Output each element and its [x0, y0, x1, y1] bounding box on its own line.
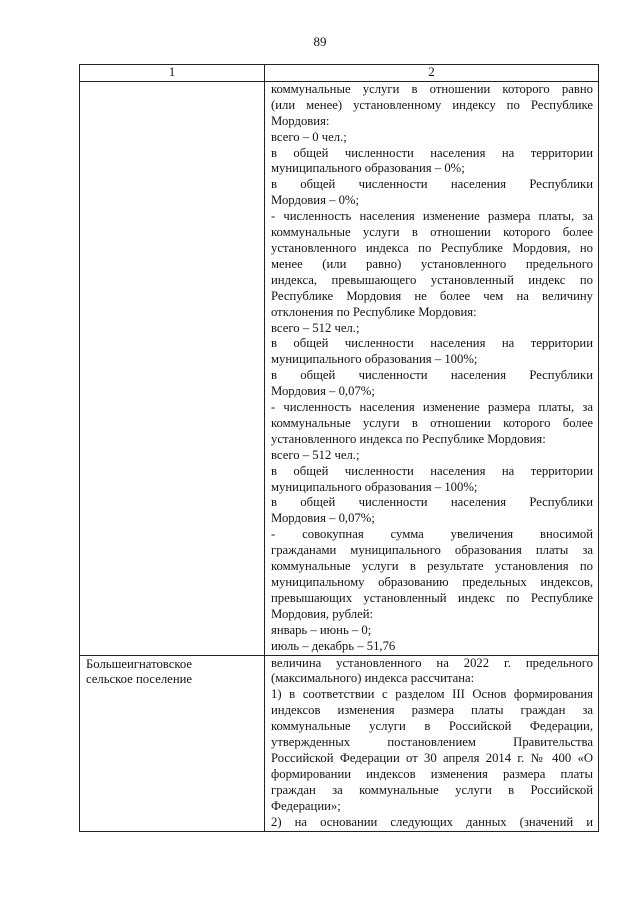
description-text-line: Мордовия:: [271, 113, 330, 128]
description-text-line: отклонения по Республике Мордовия:: [271, 304, 477, 319]
description-text-line: гражданами муниципального образования платы за: [271, 543, 593, 558]
description-text-line: Мордовия, рублей:: [271, 606, 374, 621]
municipality-name-line: сельское поселение: [86, 672, 193, 687]
description-text-line: - численность населения изменение размера платы, за: [271, 209, 593, 224]
description-text-line: муниципальному образованию предельных индексов,: [271, 575, 593, 589]
description-text-line: Мордовия – 0%;: [271, 193, 360, 208]
description-text-line: индексов изменения размера платы граждан за: [271, 703, 593, 718]
table-header-row: [80, 65, 599, 82]
description-text-line: Федерации»;: [271, 798, 341, 813]
description-text-line: величина установленного на 2022 г. предельного: [271, 655, 593, 670]
description-text-line: в общей численности населения Республики: [271, 495, 593, 510]
description-text-line: Российской Федерации от 30 апреля 2014 г. № 400 «О: [271, 750, 593, 765]
column-header-1: 1: [80, 65, 265, 82]
description-text-line: 1) в соответствии с разделом III Основ формирования: [271, 687, 593, 702]
description-text-line: утвержденных постановлением Правительства: [271, 735, 593, 750]
description-text-line: коммунальные услуги в отношении которого равно: [271, 81, 593, 96]
description-text-line: муниципального образования – 0%;: [271, 161, 465, 176]
description-text-line: коммунальные услуги в результате установления по: [271, 559, 593, 574]
page-number: 89: [313, 34, 327, 49]
municipality-name-line: Большеигнатовское: [86, 656, 192, 671]
description-text-line: в общей численности населения на территории: [271, 145, 593, 160]
column-header-2: 2: [265, 65, 599, 82]
description-text-line: Республике Мордовия не более чем на величину: [271, 288, 593, 303]
municipality-cell: [80, 655, 265, 831]
table-row: [80, 81, 599, 655]
description-text-line: в общей численности населения Республики: [271, 177, 593, 192]
description-text-line: превышающих установленный индекс по Республике: [271, 590, 593, 605]
description-text-line: коммунальные услуги в Российской Федерации,: [271, 719, 593, 734]
description-text-line: муниципального образования – 100%;: [271, 479, 478, 494]
description-text-line: (или менее) установленному индексу по Республике: [271, 97, 593, 112]
description-text-line: 2) на основании следующих данных (значений и: [271, 814, 593, 829]
description-text-line: - совокупная сумма увеличения вносимой: [271, 527, 593, 542]
description-text-line: всего – 512 чел.;: [271, 447, 360, 462]
description-text-line: июль – декабрь – 51,76: [271, 638, 396, 653]
table-row: [80, 655, 599, 831]
description-text-line: (максимального) индекса рассчитана:: [271, 671, 475, 686]
description-text-line: в общей численности населения Республики: [271, 368, 593, 383]
description-text-line: индекса, превышающего установленный индекс по: [271, 272, 593, 287]
description-text-line: установленного индекса по Республике Мордовия:: [271, 431, 546, 446]
description-text-line: формировании индексов изменения размера платы: [271, 766, 593, 781]
description-text-line: - численность населения изменение размера платы, за: [271, 400, 593, 415]
description-text-line: январь – июнь – 0;: [271, 622, 372, 637]
description-text-line: Мордовия – 0,07%;: [271, 384, 375, 399]
description-text-line: Мордовия – 0,07%;: [271, 511, 375, 526]
description-text-line: в общей численности населения на территории: [271, 463, 593, 478]
description-text-line: коммунальные услуги в отношении которого более: [271, 415, 593, 430]
municipality-cell: [80, 81, 265, 655]
description-text-line: всего – 512 чел.;: [271, 320, 360, 335]
description-text-line: в общей численности населения на территории: [271, 336, 593, 351]
description-text-line: муниципального образования – 100%;: [271, 352, 478, 367]
description-text-line: менее (или равно) установленного предельного: [271, 256, 593, 271]
description-text-line: установленного индекса по Республике Мордовия, но: [271, 240, 593, 255]
description-cell: [265, 655, 599, 831]
description-text-line: коммунальные услуги в отношении которого более: [271, 225, 593, 240]
description-text-line: всего – 0 чел.;: [271, 129, 347, 144]
description-cell: [265, 81, 599, 655]
description-text-line: граждан за коммунальные услуги в Российской: [271, 782, 593, 797]
document-table: [79, 64, 599, 832]
